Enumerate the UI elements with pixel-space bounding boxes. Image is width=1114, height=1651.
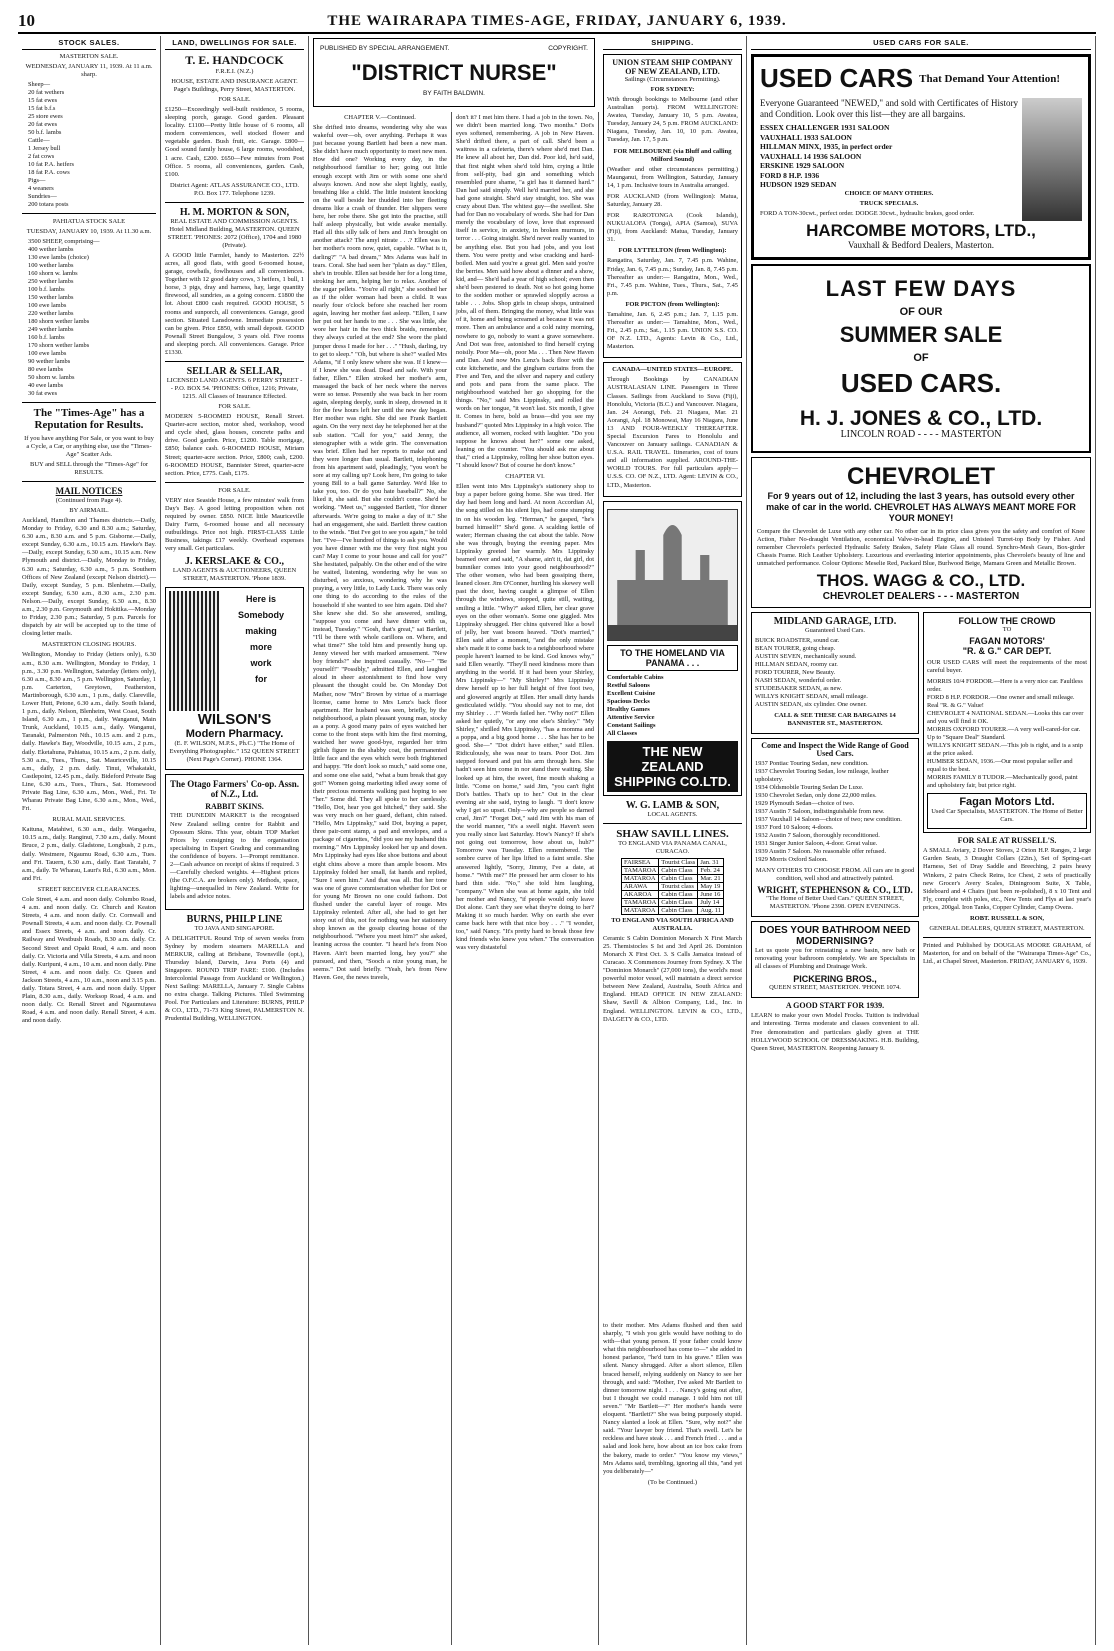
list-item: AUSTIN SEVEN, mechanically sound. bbox=[755, 653, 857, 661]
union-steam-ship-ad bbox=[603, 54, 742, 358]
serial-column-1 bbox=[309, 112, 452, 1645]
serial-column-2 bbox=[452, 112, 599, 1645]
usc-sub: Sailings (Circumstances Permitting). bbox=[624, 76, 721, 83]
fagan-line-2: TO bbox=[1002, 626, 1012, 634]
rabbit-skins-heading: RABBIT SKINS. bbox=[205, 802, 264, 812]
bath-title: DOES YOUR BATHROOM NEED MODERNISING? bbox=[759, 925, 911, 948]
list-item: 400 wether lambs bbox=[28, 246, 74, 253]
wright-stephenson-ad bbox=[751, 738, 919, 917]
table-cell: Cabin Class bbox=[659, 898, 698, 906]
sellar-sub: LICENSED LAND AGENTS. 6 PERRY STREET - - P.O. BOX 54. 'PHONES: Office, 1216; Private, 1215. All Classes of Insurance Effected. bbox=[166, 377, 303, 401]
list-item: 100 b.f. lambs bbox=[28, 286, 65, 293]
kerslake-name: J. KERSLAKE & CO., bbox=[185, 556, 284, 568]
table-cell: Cabin Class bbox=[659, 866, 698, 874]
sellar-name: SELLAR & SELLAR, bbox=[186, 366, 283, 378]
good-start-body: LEARN to make your own Model Frocks. Tuition is individual and interesting. Terms moderate and classes convenient to all. Free demonstration and particulars gladly given at THE HOLLYWOOD SCHOOL OF DRESSMAKING. H.B. Building, Queen Street, MASTERTON. Reopening January 9. bbox=[751, 1012, 919, 1052]
canada-heading: CANADA—UNITED STATES—EUROPE. bbox=[612, 366, 733, 374]
table-cell: TAMAROA bbox=[621, 898, 658, 906]
table-cell: Cabin Class bbox=[659, 890, 698, 898]
russell-sub: GENERAL DEALERS, QUEEN STREET, MASTERTON. bbox=[929, 925, 1085, 932]
list-item: WILLYS KNIGHT SEDAN, small mileage. bbox=[755, 693, 868, 701]
list-item: 100 ewe lambs bbox=[28, 350, 67, 357]
bath-body: Let us quote you for reinstating a new basin, new bath or renovating your bathroom completely. We are Specialists in all classes of Plumbing and Drainage Work. bbox=[755, 947, 915, 971]
table-cell: ARAWA bbox=[621, 882, 658, 890]
midland-title: MIDLAND GARAGE, LTD. bbox=[773, 616, 897, 628]
table-cell: Aug. 11 bbox=[698, 906, 724, 914]
table-row bbox=[621, 898, 723, 906]
fagan-motors-ad bbox=[923, 612, 1091, 833]
list-item: AUSTIN SEDAN, six cylinder. One owner. bbox=[755, 701, 867, 709]
wilson-headline bbox=[222, 591, 300, 711]
headline-line: for bbox=[255, 674, 267, 685]
handcock-listings: £1250—Exceedingly well-built residence, 5 rooms, sleeping porch, garage. Good garden. Pleasant locality. £1100—Pretty little house of 6 rooms, all modern conveniences, well stocked flower and vegetable garden. Bush fruit, etc. Garage. £800—Good sound family house, 6 large rooms, woodshed, 1 acre. Cash, £200. £650—Few minutes from Post Office. 5 rooms, all conveniences, garden. Cash, £100. bbox=[165, 106, 304, 178]
pahiatua-sale-date: TUESDAY, JANUARY 10, 1939. At 11.30 a.m. bbox=[26, 228, 152, 235]
table-row bbox=[621, 890, 723, 898]
fagan-sub: Used Car Specialists, MASTERTON. The Home of Better Cars. bbox=[931, 808, 1083, 824]
jones-line-2: OF OUR bbox=[899, 305, 943, 318]
list-item: Sundries— bbox=[28, 193, 57, 200]
list-item: 160 b.f. lambs bbox=[28, 334, 65, 341]
list-item: FORD 8 H.P. 1936 bbox=[760, 170, 820, 180]
list-item: 1931 Singer Junior Saloon, 4-door. Great value. bbox=[755, 840, 878, 848]
list-item: 200 totara posts bbox=[28, 201, 69, 208]
table-cell: Tourist Class bbox=[659, 858, 698, 866]
usc-title: UNION STEAM SHIP COMPANY OF NEW ZEALAND, LTD. bbox=[612, 58, 733, 76]
chapter-six-heading: CHAPTER VI. bbox=[505, 473, 545, 481]
list-item: 25 store ewes bbox=[28, 113, 63, 120]
table-cell: TAMAROA bbox=[621, 866, 658, 874]
shaw-africa-heading: TO ENGLAND VIA SOUTH AFRICA AND AUSTRALIA. bbox=[611, 916, 734, 932]
masterton-sale-title: MASTERTON SALE. bbox=[59, 53, 119, 60]
table-row bbox=[621, 874, 723, 882]
list-item: 18 fat P.A. cows bbox=[28, 169, 70, 176]
list-item: 1937 Ford 10 Saloon; 4-doors. bbox=[755, 824, 834, 832]
jones-name: H. J. JONES & CO., LTD. bbox=[799, 406, 1043, 430]
kerslake-for-sale: FOR SALE. bbox=[218, 486, 251, 494]
midland-sub: Guaranteed Used Cars. bbox=[804, 627, 866, 635]
list-item: 1930 Chevrolet Sedan, only done 22,000 miles. bbox=[755, 792, 877, 800]
feature-item: All Classes bbox=[607, 729, 638, 737]
hb-choice: CHOICE OF MANY OTHERS. bbox=[844, 189, 934, 197]
closing-hours-heading: MASTERTON CLOSING HOURS. bbox=[41, 641, 137, 649]
list-item: 170 shorn wether lambs bbox=[28, 342, 90, 349]
chapter-five-heading: CHAPTER V.—Continued. bbox=[344, 114, 416, 121]
list-item: 40 ewe lambs bbox=[28, 382, 64, 389]
handcock-name: T. E. HANDCOCK bbox=[185, 53, 284, 67]
jones-line-3: SUMMER SALE bbox=[839, 321, 1003, 347]
harcombe-ad bbox=[751, 54, 1091, 260]
list-item: HUDSON 1929 SEDAN bbox=[760, 180, 837, 189]
list-item: 160 shorn w. lambs bbox=[28, 270, 78, 277]
for-sydney-body: With through bookings to Melbourne (and other Australian ports). FROM WELLINGTON: Awatea, Tuesday, January 10, 5 p.m. Awatea, Tuesday, January 24, 5 p.m. FROM AUCKLAND: Niagara, Tuesday, Jan. 10, 10 p.m. Awatea, Tuesday, Jan. 17, 5 p.m. bbox=[607, 96, 738, 144]
rural-mail-body: Kaituna, Matahiwi, 6.30 a.m., daily. Wangaehu, 10.15 a.m., daily. Ranginui, 7.30 a.m., daily. Mount Bruce, 2 p.m., daily. Gladstone, Longbush, 2 p.m., daily. Westmere, Ngaumu Road, 6.30 a.m., Tues. and Fri. Tauern, 6.30 a.m., daily. East Taratahi, 7 a.m., daily. Te Wharau, Lauri's Rd., 6.30 a.m., Mon. and Fri. bbox=[22, 826, 156, 882]
hb-car-list bbox=[760, 123, 1018, 190]
wagg-name: THOS. WAGG & CO., LTD. bbox=[816, 571, 1026, 591]
land-dwellings-heading: LAND, DWELLINGS FOR SALE. bbox=[165, 38, 304, 50]
handcock-sub: F.R.E.I. (N.Z.) bbox=[215, 68, 254, 75]
list-item: Sheep— bbox=[28, 81, 51, 88]
list-item: 90 wether lambs bbox=[28, 358, 71, 365]
published-by-arrangement: PUBLISHED BY SPECIAL ARRANGEMENT. bbox=[320, 45, 450, 52]
midland-list bbox=[755, 637, 915, 709]
midland-garage-ad bbox=[751, 612, 919, 734]
lamb-agent: W. G. LAMB & SON, bbox=[625, 799, 720, 811]
list-item: MORRIS OXFORD TOURER.—A very well-cared-for car. Up to "Square Deal" Standard. bbox=[927, 726, 1081, 742]
jones-line-5: USED CARS. bbox=[840, 367, 1002, 398]
table-cell: FAIRSEA bbox=[621, 858, 658, 866]
good-start-heading: A GOOD START FOR 1939. bbox=[785, 1001, 885, 1011]
sellar-listings: MODERN 5-ROOMED HOUSE, Renall Street. Quarter-acre section, motor shed, workshop, wood and cycle shed, glass houses, concrete paths and drive. Good garden. Price, £1200. Table mortgage, £850; balance cash. 6-ROOMED HOUSE, Miriam Street; quarter-acre section. Price, £800; cash, £200. 6-ROOMED HOUSE, Bannister Street, quarter-acre section. Price, £775. Cash, £175. bbox=[165, 413, 304, 477]
table-cell: July 14 bbox=[698, 898, 724, 906]
table-row bbox=[621, 858, 723, 866]
serial-text-part-2: don't it? I met him there. I had a job in the town. No, we didn't been married long. Two months." Dot's eyes softened, remembering. A job in New Haven. She'd drifted there, a part of call. She'd been a waitress in a cafeteria, there's where she'd met Dan. He knew all about her, Dan did. Poor kid, he'd said, that first night when she'd told him, crying a little from self-pity, bad gin and something which resembled pure shame, "a girl has it damned hard." Dan had said simply. Well he'd married her, and she had gone straight. She'd stay straight, too. She was crazy about Dan. The whitest guy—the swellest. She had for Dan no vocabulary of words. She had for Dan merely the vocabulary of love, love that expressed itself in service, in anxiety, in broken murmurs, in terror . . . Going straight. She'd never really wanted to be anything else. But you had jobs, and you lost them. You were pretty and wise cracking and hard-boiled. Men said you're a great girl. Men said you're the berries. Men said how about a dinner and a show, kid, and— She'd had a year of high school; even then she'd been pestered to death. Not so hot going home to the sodden mother or sprawled sloppily across a table . . . Jobs. Shop girls in cheap shops, untrained jobs, all of them. Bringing the money, what little was of it, home and being screamed at because it was not more. Then an ambulance and a cold rainy morning, nowhere to go, nobody to want a grave somewhere. And Dot was free, astonished to find herself crying noisily. Poor Ma—oh, poor Ma . . . Then New Haven and Dan. And now Mrs Lenz's back floor with the cute kitchenette, and the gingham curtains from the Five and Ten, and the silver and napery and cutlery and pots and pans from the same place. The neighbourhood watched her go shopping for the things. "No," said Mrs Lippinsky, and rolled the words on her tongue, "it won't last. Six month, I give it. Comes in here, bold as brass—did you see my husband?" quoted Mrs Lippinsky in a high voice. The audience, all women, rocked with laughter. "Do you suppose he knows about her?" some one asked, leaning on the counter. "You should ask me about that," cried a Lippinsky, rolling her shoe button eyes. "I should know? But of course he don't know." bbox=[456, 114, 594, 470]
column-land-dwellings bbox=[161, 36, 309, 1645]
list-item: 3500 SHEEP, comprising— bbox=[28, 238, 100, 245]
kerslake-listings: VERY nice Seaside House, a few minutes' walk from Day's Bay. A good letting proposition when not required by owner. £850. NICE little Mauriceville Dairy Farm, 6-roomed house and all necessary outbuildings. Price not high. FIRST-CLASS Little Business, takings £17 weekly. Overhead expenses very small. Get particulars. bbox=[165, 496, 304, 553]
list-item: STUDEBAKER SEDAN, as new. bbox=[755, 685, 843, 693]
list-item: 220 wether lambs bbox=[28, 310, 74, 317]
list-item: 150 wether lambs bbox=[28, 294, 74, 301]
list-item: 80 ewe lambs bbox=[28, 366, 64, 373]
column-stock-sales bbox=[18, 36, 161, 1645]
list-item: 250 wether lambs bbox=[28, 278, 74, 285]
table-row bbox=[621, 866, 723, 874]
list-item: 30 fat ewes bbox=[28, 390, 58, 397]
table-cell: MATAROA bbox=[621, 906, 658, 914]
list-item: 130 ewe lambs (choice) bbox=[28, 254, 89, 261]
rural-mail-heading: RURAL MAIL SERVICES. bbox=[52, 816, 126, 824]
otago-body: THE DUNEDIN MARKET is the recognised New Zealand selling centre for Rabbit and Opossum Skins. This year, obtain TOP Market Prices by consigning to the organisation specialising in Expert Grading and commanding the confidence of buyers. 1—Prompt remittance. 2—Cash advance on receipt of skins if required. 3—Carefully checked weights. 4—Highest prices (the O.F.C.A. are brokers only). Methods, space, lighting—unequalled in New Zealand. Write for labels and advice notes. bbox=[170, 812, 299, 901]
list-item: 1929 Plymouth Sedan—choice of two. bbox=[755, 800, 855, 808]
for-picton-body: Tamahine, Jan. 6, 2.45 p.m.; Jan. 7, 1.15 p.m. Thereafter as under:— Tamahine, Mon., Wed., Fri., 2.45 p.m.; Sat., 1.15 p.m. UNION S.S. CO. OF N.Z. LTD., Agents: Levin & Co., Ltd., Masterton. bbox=[607, 310, 738, 351]
used-cars-heading: USED CARS FOR SALE. bbox=[751, 38, 1091, 50]
chevrolet-tagline: For 9 years out of 12, including the last 3 years, has outsold every other make of car in the world. CHEVROLET HAS ALWAYS MEANT MORE FOR YOUR MONEY! bbox=[766, 490, 1076, 523]
list-item: HILLMAN MINX, 1935, in perfect order bbox=[760, 142, 893, 151]
list-item: NASH SEDAN, wonderful order. bbox=[755, 677, 842, 685]
masthead bbox=[18, 10, 1096, 34]
jones-address: LINCOLN ROAD - - - - MASTERTON bbox=[840, 428, 1002, 440]
nz-features bbox=[607, 674, 738, 738]
for-melbourne-heading: FOR MELBOURNE (via Bluff and calling Milford Sound) bbox=[613, 147, 732, 163]
russell-heading: FOR SALE AT RUSSELL'S. bbox=[957, 836, 1057, 846]
photographer-illustration bbox=[169, 591, 219, 711]
fagan-line-1: FOLLOW THE CROWD bbox=[958, 616, 1056, 627]
list-item: 20 fat wethers bbox=[28, 89, 65, 96]
wagg-sub: CHEVROLET DEALERS - - - MASTERTON bbox=[822, 591, 1020, 603]
hb-truck-body: FORD A TON-30cwt., perfect order. DODGE 30cwt., hydraulic brakes, good order. bbox=[760, 209, 975, 217]
list-item: 1937 Vauxhall 14 Saloon—choice of two; new condition. bbox=[755, 816, 902, 824]
wright-many: MANY OTHERS TO CHOOSE FROM. All cars are in good condition, well shod and attractively painted. bbox=[755, 867, 915, 883]
fagan-intro: OUR USED CARS will meet the requirements of the most careful buyer. bbox=[927, 659, 1087, 675]
list-item: 100 wether lambs bbox=[28, 262, 74, 269]
list-item: 4 weaners bbox=[28, 185, 54, 192]
list-item: WILLYS KNIGHT SEDAN.—This job is right, and is a snip at the price asked. bbox=[927, 742, 1083, 758]
list-item: 1934 Oldsmobile Touring Sedan De Luxe. bbox=[755, 784, 864, 792]
headline-line: more bbox=[249, 642, 272, 653]
canada-body: Through Bookings by CANADIAN AUSTRALASIAN LINE. Passengers in Three Classes. Sailings from Auckland to Suva (Fiji), Honolulu, Victoria (B.C.) and Vancouver. Niagara, Jan. 24 Aorangi, Feb. 21 Niagara, Mar. 21 Aorangi, Apl. 18 Monowai, May 16 Niagara, June 13 AND FOUR-WEEKLY THEREAFTER. Special Excursion Fares to Honolulu and Vancouver on January sailings. CANADIAN & U.S.A. RAIL TRAVEL. Itineraries, cost of tours and all information supplied. AROUND-THE-WORLD TOURS. For full particulars apply— U.S.S. CO. OF N.Z., LTD. Agent: LEVIN & CO., LTD., Masterton. bbox=[607, 376, 738, 489]
table-cell: MATAROA bbox=[621, 874, 658, 882]
list-item: 180 shorn wether lambs bbox=[28, 318, 90, 325]
hb-dealer: Vauxhall & Bedford Dealers, Masterton. bbox=[848, 239, 994, 250]
morton-sub: REAL ESTATE AND COMMISSION AGENTS. Hotel Midland Building, MASTERTON. QUEEN STREET. 'PHONES: 2072 (Office), 1704 and 1980 (Private). bbox=[167, 217, 302, 249]
list-item: 1929 Morris Oxford Saloon. bbox=[755, 856, 828, 864]
serial-text-part-4: to their mother. Mrs Adams flushed and then said sharply, "I wish you girls would have nothing to do with—that young person. If your father could know what this neighbourhood has come to—" she added in honest parlance, "he'd turn in his grave." Ellen was silent. Nancy shrugged. After a short silence, Ellen braced herself, relying suddenly on Nancy to see her through, and said: "Mother, I've asked Mr Bartlett to dinner tomorrow night. I . . . Nancy's going out after, but I thought we could manage. I told him not till seven." "Mr Bartlett—?" Her mother's hands were eloquent. "Bartlett?" She was being purposely stupid. Nancy slanted a look at Ellen. "Sure, why not?" she said. "Your lawyer boy friend. That's swell. Let's be reckless and have steak . . . and French fried . . . and a salad and look here, how about an ice box cake from the bakery, made to order." "You know my views," Mrs Adams said, trembling, ignoring all this, "and yet you deliberately—" bbox=[603, 1322, 742, 1475]
for-sydney-heading: FOR SYDNEY: bbox=[650, 86, 695, 93]
feature-item: Constant Sailings bbox=[607, 721, 656, 729]
table-cell: Mar. 21 bbox=[698, 874, 724, 882]
handcock-for-sale: FOR SALE. bbox=[218, 96, 251, 103]
to-be-continued: (To be Continued.) bbox=[647, 1478, 698, 1486]
masterton-sale-date: WEDNESDAY, JANUARY 11, 1939. At 11 a.m. sharp. bbox=[25, 63, 153, 78]
hb-figure-illustration bbox=[1022, 98, 1082, 221]
list-item: 15 fat b.f.s bbox=[28, 105, 56, 112]
hb-body: Everyone Guaranteed "NEWED," and sold with Certificates of History and Condition. Look over this list—they are all bargains. bbox=[760, 98, 1018, 119]
headline-line: Here is bbox=[245, 594, 277, 605]
chevrolet-ad bbox=[751, 457, 1091, 608]
copyright-label: COPYRIGHT. bbox=[548, 45, 588, 52]
column-used-cars bbox=[747, 36, 1096, 1645]
list-item: 50 b.f. lambs bbox=[28, 129, 62, 136]
for-lyttelton-body: Rangatira, Saturday, Jan. 7, 7.45 p.m. Wahine, Friday, Jan. 6, 7.45 p.m.; Sunday, Jan. 8, 7.45 p.m. Thereafter as under:— Rangatira, Mon., Wed., Fri., 7.45 p.m. Wahine, Tues., Thurs., Sat., 7.45 p.m. bbox=[607, 257, 738, 297]
page-number: 10 bbox=[18, 11, 35, 30]
for-auckland: FOR AUCKLAND (from Wellington): Matua, Saturday, January 28. bbox=[607, 192, 738, 208]
list-item: FORD 8 H.P. FORDOR.—One owner and small mileage. Real "R. & G." Value! bbox=[927, 694, 1075, 710]
list-item: 50 shorn w. lambs bbox=[28, 374, 75, 381]
shaw-savill-schedule bbox=[621, 858, 724, 915]
fagan-line-4: "R. & G." CAR DEPT. bbox=[962, 646, 1052, 657]
times-age-promo-title: The "Times-Age" has a Reputation for Results. bbox=[33, 407, 145, 431]
list-item: HILLMAN SEDAN, roomy car. bbox=[755, 661, 838, 669]
feature-item: Comfortable Cabins bbox=[607, 673, 664, 681]
list-item: 1937 Chevrolet Touring Sedan, low mileage, leather upholstery. bbox=[755, 768, 889, 784]
jones-line-4: OF bbox=[913, 351, 929, 364]
canadian-line-ad bbox=[603, 362, 742, 496]
serial-header bbox=[313, 38, 595, 107]
table-cell: June 16 bbox=[698, 890, 724, 898]
wright-sub: "The Home of Better Used Cars." QUEEN STREET, MASTERTON. 'Phone 2398. OPEN EVENINGS. bbox=[766, 895, 904, 911]
headline-line: work bbox=[250, 658, 272, 669]
list-item: FORD TOURER, New Beauty. bbox=[755, 669, 836, 677]
pickering-bathroom-ad bbox=[751, 921, 919, 998]
burns-philp-title: BURNS, PHILP LINE bbox=[186, 913, 283, 925]
list-item: ERSKINE 1929 SALOON bbox=[760, 161, 845, 170]
chevrolet-body: Compare the Chevrolet de Luxe with any other car. No other car in its price class gives you the safety and comfort of Knee Action, Fisher No-draught Ventilation, economical Valve-in-head Engine, and Unisteel Turret-top Body by Fisher. And remember Chevrolet's perfected Hydraulic Safety Brakes, Safety Plate Glass all round. Synchro-Mesh Gears, Box-girder Chassis Frame. Rich Leather Upholstery. Luxurious and everlasting interior appointments, plus Chevrolet's beauty of line and unmatched performance. Colour Options: Meselie Red, Packard Blue, Burlwood Beige, Mamara Green and Metallic Brown. bbox=[757, 527, 1085, 567]
jones-line-1: LAST FEW DAYS bbox=[825, 275, 1017, 301]
list-item: 1937 Austin 7 Saloon, indistinguishable from new. bbox=[755, 808, 885, 816]
serial-column-3 bbox=[599, 1320, 747, 1645]
list-item: 10 fat P.A. heifers bbox=[28, 161, 74, 168]
shaw-savill-sub: TO ENGLAND VIA PANAMA CANAL, CURACAO. bbox=[618, 839, 727, 855]
shaw-savill-body: Ceramic S Cabin Dominion Monarch X First March 25. Themistocles S Ist and 3rd April 26. Dominion Monarch X First Oct. 3. S Calls Jamaica instead of Curacao. X Commences Journey from Sydney. X The "Dominion Monarch" (27,000 tons), the world's most powerful motor vessel, will maintain a direct service between New Zealand, Australia, South Africa and England. HEAD OFFICE IN NEW ZEALAND: Shaw, Savill & Albion Company, Ltd., Inc. in England. WELLINGTON. LEVIN & CO., LTD., DALGETY & CO., LTD. bbox=[603, 934, 742, 1023]
wilson-title: Modern Pharmacy. bbox=[185, 728, 284, 741]
list-item: Pigs— bbox=[28, 177, 46, 184]
fagan-list bbox=[927, 678, 1087, 790]
feature-item: Restful Saloons bbox=[607, 681, 650, 689]
for-rarotonga: FOR RAROTONGA (Cook Islands), NUKUALOFA (Tonga), APIA (Samoa), SUVA (Fiji), from Auckland: Matua, Tuesday, January 31. bbox=[607, 212, 738, 244]
mail-notices-heading: MAIL NOTICES bbox=[55, 486, 123, 496]
jones-ad bbox=[751, 264, 1091, 453]
nz-shipping-ad bbox=[603, 501, 742, 796]
morton-listings: A GOOD little Farmlet, handy to Masterton. 22½ acres, all good flats, with good 6-roomed house, garage, cowbails, fowlhouses and all conveniences. Together with 12 good dairy cows, 3 heifers, 1 bull, 1 horse, 3 pigs, dray and harness, hay, large quantity firewood, all sundries, as a going concern. £1800 the lot. About £800 cash required. GOOD HOUSE, 5 rooms and sunporch, all conveniences. Garage, good section. Situated Lansdowne. Immediate possession can be given. Price £850, with small deposit. GOOD Pownall Street Bungalow, 3 years old. Five rooms and sleeping porch. All conveniences. Garage. Price £1330. bbox=[165, 251, 304, 356]
russell-body: A SMALL Aviary, 2 Dover Stoves, 2 Orion H.P. Ranges, 2 large Garden Seats, 3 Draught Collars (22in.), Set of Spring-cart Harness, Set of Dray Saddle and Breeching, 2 pairs heavy Winkers, 2 pairs Check Reins, Ice Chest, 2 sets of practically new Grocer's Avery Scales, Diningroom Suite, X Table, Sideboard and 4 Chairs (just been re-polished), 8 x 10 Tent and Fly, complete with poles, etc., New Tents and Flys at last year's prices, 200gal. Iron Tanks, Copper Cylinder, Camp Ovens. bbox=[923, 847, 1091, 911]
headline-line: Somebody bbox=[237, 610, 284, 621]
list-item: HUMBER SEDAN, 1936.—Our most popular seller and equal to the best. bbox=[927, 758, 1073, 774]
hb-name: HARCOMBE MOTORS, LTD., bbox=[806, 220, 1036, 240]
ship-illustration bbox=[607, 509, 738, 641]
table-cell: May 19 bbox=[698, 882, 724, 890]
serial-text-part-3: Ellen went into Mrs Lippinsky's stationery shop to buy a paper before going home. She was tired. Her day had been long and hard. At noon Accordian Al, the song stilled on his silent lips, had come stumping in on his wooden leg. "Herman," he gasped, "he's burned himself!" She'd gone. A scalding kettle of water; Herman chasing the cat about the table. Now she was through, buying the evening paper. Mrs Lippinsky greeted her warmly. Mrs Lippinsky beamed over and said, "A shame, ain't it, dat girl, dot bumniker comes into your good neighbourhood?" The other women, who had been gossiping there, leaned closer. Jim O'Conner, hurtling his skewey well past the door, having caught a glimpse of Ellen through the windows, stopped, quite still, waiting, smiling a little. "Why?" asked Ellen, her clear grave eyes on the other woman's. Some one giggled. Mrs Lippinsky shrugged. Her chins quivered like a bowl of jelly, her vast bosom heaved. "Dot's married," Ellen said after a moment, "and the only mistake she's made it to come back to a neighbourhood where people haven't learned to be kind. God knows why," said Ellen wearily. "They'll need kindness more than anything in the world. If it had been your Shirley, Mrs Lippinsky—" "My Shirley!" Mrs Lippinsky drew herself up to her full height of five foot two, and glowered angrily at Ellen. Her small dirty hands gesticulated wildly. "You should say not to me, dot my Shirley . . .!" Words failed her. "Why not?" Ellen asked her quietly, "or any one else's Shirley." "My Shirley," shrilled Mrs Lippinsky, "has a momma and a poppa, and a big good home . . . She has her to be good. She—" "Dot didn't have either," said Ellen. Ridiculously, she was near to tears. Poor Dot. Jim stepped forward and put his arm through hers. She hadn't seen him come in nor stand there waiting. She looked up at him, the sweet, fine mouth shaking a little. "Come on home," said Jim, "you can't fight Dot's battles. That's up to her." Out in the clear evening air she said, trying to laugh. "I don't know why I get so upset. Only—why are people so darned cruel, Jim?" "Forget Dot," said Jim with his man of the world manner, "it's a swell night. Haven't seen you really since last Saturday. How's Nancy? If she's not going out tomorrow, how about us, huh?" Tomorrow was Tuesday. Ellen remembered. The sombre curve of her lips lifted to a faint smile. She answered lightly, "Sorry, Jimmy, I've a date, at home." "With me?" He pressed her arm closer to his hard thin side. "No," she told him laughing, "company." When she was at home again, she told her mother and Nancy, "if people would only leave Dot alone. Can't they see what they're doing to her? Making it so much harder. Why on earth she ever came back here with that nice boy . . ." "I wonder, too," said Nancy. "It's pretty hard to break those few kind friends who knew you when." The conversation was very distasteful bbox=[456, 483, 594, 952]
wright-heading: Come and Inspect the Wide Range of Good Used Cars. bbox=[761, 741, 909, 759]
list-item: BUICK ROADSTER, sound car. bbox=[755, 637, 840, 645]
handcock-agent: District Agent: ATLAS ASSURANCE CO., LTD. P.O. Box 177. Telephone 1239. bbox=[169, 181, 300, 197]
table-row bbox=[621, 882, 723, 890]
table-cell: Tourist class bbox=[659, 882, 698, 890]
list-item: MORRIS 10/4 FORDOR.—Here is a very nice car. Faultless order. bbox=[927, 678, 1083, 694]
burns-philp-body: A DELIGHTFUL Round Trip of seven weeks from Sydney by modern steamers MARELLA and MERKUR, calling at Brisbane, Townsville (opt.), Thursday Island, Darwin, Java Ports (4) and Singapore. ROUND TRIP FARE: £100. (Includes Intercolonial Passage from Auckland or Wellington.) Next Sailing: MARELLA, January 7. Single Cabins no extra charge. Talking Pictures. Tiled Swimming Pool. For Particulars and Literature: BURNS, PHILP & CO., LTD., 71-73 King Street, PALMERSTON N. Prudential Building, WELLINGTON. bbox=[165, 934, 304, 1023]
wilson-pharmacy-ad bbox=[165, 587, 304, 770]
airmail-body: Auckland, Hamilton and Thames districts.—Daily, Monday to Friday, 6.30 and 8.30 a.m.; Saturday, 6.30 a.m., 8.30 a.m. and 5 p.m. Gisborne.—Daily, except Sunday, 6.30 a.m., 10.15 a.m. Hawke's Bay.—Daily, except Sunday, 6.30 a.m., 10.15 a.m. New Plymouth and district.—Daily, Monday to Friday, 6.30 a.m.; Saturday, 6.30 a.m., 5 p.m. Southern Offices of New Zealand (except Nelson district).—Daily, except Sunday, 5 p.m. Blenheim.—Daily, except Sunday, 6.30 a.m., 8.30 a.m., 2.30 p.m. Nelson.—Daily, except Sunday, 6.30 a.m., 8.30 a.m., 2.30 p.m. Greymouth and Hokitika.—Monday to Friday, 2.30 p.m.; Saturday, 5 p.m. Parcels for dispatch by air will be accepted up to the time of closing letter mails. bbox=[22, 517, 156, 638]
table-cell: AKAROA bbox=[621, 890, 658, 898]
midland-call: CALL & SEE THESE CAR BARGAINS 14 BANNISTER ST., MASTERTON. bbox=[774, 712, 896, 728]
homeland-title: TO THE HOMELAND VIA PANAMA . . . bbox=[607, 645, 738, 671]
list-item: 1939 Austin 7 Saloon. No reasonable offer refused. bbox=[755, 848, 887, 856]
for-lyttelton-heading: FOR LYTTELTON (from Wellington): bbox=[618, 247, 727, 255]
list-item: Cattle— bbox=[28, 137, 50, 144]
feature-item: Excellent Cuisine bbox=[607, 689, 656, 697]
otago-title: The Otago Farmers' Co-op. Assn. of N.Z., Ltd. bbox=[170, 779, 299, 800]
wright-list bbox=[755, 760, 915, 864]
hb-used-cars: USED CARS bbox=[760, 63, 914, 93]
table-row bbox=[621, 906, 723, 914]
nz-shipping-banner: THE NEW ZEALAND SHIPPING CO.LTD. bbox=[607, 741, 738, 792]
closing-hours-body: Wellington, Monday to Friday (letters only), 6.30 a.m., 8.30 a.m. Wellington, Monday to Friday, 1 p.m., 3.30 p.m. Wellington, Saturday (letters only), 6.30 a.m., 8.30 a.m., 5 p.m. Wellington, Saturday, 1 p.m. Carterton, Greytown, Featherston, Martinborough, 6.30 a.m., 1 p.m., daily. Clareville, Lower Hutt, Petone, 6.30 a.m., daily. South Island, 1 p.m., daily. Nelson, Blenheim, West Coast, South Island, 6.30 a.m., 1 p.m., daily. Wanganui, Main Trunk, Auckland, 10.15 a.m., daily. Wanganui, Taranaki, Palmerston Nth., 10.15 a.m. and 2 p.m., daily. Hawke's Bay, Woodville, 10.15 a.m., 2 p.m., daily. Eketahuna, Pahiatua, 10.15 a.m., 2 p.m. daily, 5.30 a.m., Tues., Thurs., Sat. Mauriceville, 10.15 a.m., daily, 2 p.m. daily. Tinui, Whakataki, Castlepoint, 12.45 p.m., daily. Bideford Private Bag Line, 6.30 a.m., Tues., Thurs., Sat. Homewood Private Bag Line, 6.30 a.m., Mon., Wed., Fri. Te Wharau Private Bag Line, 6.30 a.m., Mon., Wed., Fri. bbox=[22, 651, 156, 813]
wilson-name: WILSON'S bbox=[197, 711, 272, 729]
serial-text-part-1: She drifted into dreams, wondering why she was wakeful over—oh, over anything. Perhaps it was just because young Bartlett had been a new man. She didn't have much opportunity to meet new men. How did one? Working every day, in the neighbourhood familiar to her; going out little enough except with Jim or with some one she'd always known. And now she slept lightly, easily, breathing like a child. The little insistent knocking on the wall beside her thudded into her fleeting dreams like a crash of thunder. Her slippers were here, her robe there. She got into the practise, still half asleep physically, but wide awake mentally. Had all this silly talk of hers and Jim's brought on another attack? The amyl nitrate . . .? Ellen was in her mother's room now, quiet, capable. "What is it, darling?" "A bad dream," Mrs Adams was half in tears. Coral. She had seen her "plain as day." Ellen, she's in trouble. Ellen sat beside her for a long time, stroking her arm, helping her to relax. Another of the sugar pellets. "You're all right," she soothed her as if the older woman had been a child. It was nearly four o'clock before she reached her room again, leaving her mother fast asleep. "Ellen, I saw her put out her hands to me . . . She was little, she wore her hair in the two thick braids, remember, they always curled at the end? She wore the plaid jumper dress I made for her . . ." "Hush, darling, try to get to sleep." "Oh, but where is she?" wailed Mrs Adams, "if I only knew where she was. If I knew—if I knew she was dead. Dead and safe. With your father, Ellen." Ellen stroked her mother's arm, massaged the back of her neck where the nerves were so tense. Presently she was back in her room again, sleeping deeply, sunk in sleep, drowned in it for the few hours left her until the new day began. Her mother was right. She did see Frank Bartlett again. On the very next day he telephoned her at the sub station. "Call for you," said Jenny, the stenographer with a wide grin. The conversation was brief. Ellen had her reports to make out and they were longer than usual. Bartlett, telephoning from his apartment said, pleadingly, "you won't be sore at my calling up? Look here, I'm going to take young Bill to a ball game Saturday. We'd like to take you, too. Or do you hate baseball?" No, she liked it, she said. But she couldn't come. She'd be working. "Meet us," suggested Bartlett, "for dinner afterwards. We're going to make a day of it." She had an engagement, she said. Bartlett threw caution to the winds. "But I've got to see you again," he told her. "I've—I've hundred of things to ask you. Would you have dinner with me the very first night you can? May I come to your house and call for you?" She hesitated, palpably. On the other end of the wire he waited, listening, wondering why he was so disturbed, so anxious, wondering why he was praying, a very little, to Lady Luck. There was only one thing to do according to the rules of the household if she wanted to see him again. Did she? She knew she did. So she answered, smiling, "suppose you come and have dinner with us, instead, Tuesday." "Gosh, that's great," sai Bartlett, "I'll be there with whole carillons on. Where, and what time?" She told him and presently hung up. Jenny viewed her with marked amusement. "New boy friends?" she inquired casually. "No—" "Be yourself!" "Possibly," admitted Ellen, and laughed aloud in sheer astonishment to find how very pleasant the thought could be. On Monday Dot Mather, now "Mrs" Brown by virtue of a marriage license, came home to Mrs Lenz's back floor apartment. Her husband was seen, briefly, by the neighbourhood, a plain pleasant young man, stocky as a pony. A good many pairs of eyes watched her come to the front steps with him the first morning, watched her wave good-bye, regarded her trim girlish figure in the shabby coat, the permanented little face and the eyes which were both frightened and happy. "He don't look so much," said some one, and some one else said, "what a bum break that guy got!" Women going marketing idled away some of their precious moments walking past hoping to see "her." Some did. They all spoke to her carelessly. "Hello, Dot, hear you got hitched," they said. She was very much on her guard, defiant, chin raised. "Hello, Mrs Lippinsky," said Dot, buying a paper, three pair-cent stamp, a pad and envelopes, and a package of cigarettes, "did you see my husband this morning." Mrs Lippinsky looked her up and down. Mrs Lippinsky had eyes like shoe buttons and about eight chins above a more than ample bosom. Mrs Lippinsky folded her small, fat hands and replied, "Sure I seen him." And that was all. But her tone was one of grave commiseration whether for Dot or for young Mr Brown no one could fathom. Dot flushed under the careful layer of rouge. Mrs Lippinsky relented. After all, she had to get her story out of this, not for nothing was her stationery shop known as the gossip clearing house of the neighbourhood. "Where you meet him?" she asked, leaning across the counter. "I heard he's from Noo Haven. Ain't been married long, hey you?" she pursued, and then, "Sooch a nize young man, he seems." Dot said briefly. "Yeah, he's from New Haven. Gee, the news travels, bbox=[313, 124, 447, 981]
lamb-agent-sub: LOCAL AGENTS. bbox=[647, 810, 698, 818]
bath-sub: QUEEN STREET, MASTERTON. 'PHONE 1074. bbox=[769, 984, 901, 992]
imprint: Printed and Published by DOUGLAS MOORE GRAHAM, of Masterton, for and on behalf of the "Wairarapa Times-Age" Co., Ltd., at Chapel Street, Masterton. FRIDAY, JANUARY 6, 1939. bbox=[923, 942, 1091, 966]
wright-name: WRIGHT, STEPHENSON & CO., LTD. bbox=[757, 885, 913, 896]
pahiatua-sale-list bbox=[28, 238, 156, 398]
airmail-heading: BY AIRMAIL. bbox=[69, 507, 109, 514]
list-item: MORRIS FAMILY 8 TUDOR.—Mechanically good, paint and upholstery fair, but price right. bbox=[927, 774, 1078, 790]
masterton-sale-list bbox=[28, 81, 156, 209]
times-age-promo-body: If you have anything For Sale, or you want to buy a Cycle, a Car, or anything else, use the "Times-Age" Scatter Ads. bbox=[24, 435, 154, 458]
sellar-for-sale: FOR SALE. bbox=[218, 403, 251, 411]
bath-name: PICKERING BROS., bbox=[793, 974, 877, 985]
for-picton-heading: FOR PICTON (from Wellington): bbox=[625, 300, 720, 308]
table-cell: Cabin Class bbox=[659, 906, 698, 914]
list-item: 20 fat ewes bbox=[28, 121, 58, 128]
list-item: CHEVROLET 4 NATIONAL SEDAN.—Looks this car over and you will find it OK. bbox=[927, 710, 1084, 726]
burns-philp-sub: TO JAVA AND SINGAPORE. bbox=[194, 924, 275, 932]
table-cell: Cabin Class bbox=[659, 874, 698, 882]
list-item: 1932 Austin 7 Saloon, thoroughly reconditioned. bbox=[755, 832, 880, 840]
wilson-sub: (E. F. WILSON, M.P.S., Ph.C.) "The Home of Everything Photographic." 152 QUEEN STREET (Next Page's Corner). PHONE 1364. bbox=[169, 740, 300, 764]
shaw-savill-title: SHAW SAVILL LINES. bbox=[616, 827, 729, 840]
list-item: 1937 Pontiac Touring Sedan, new condition. bbox=[755, 760, 869, 768]
hb-truck-heading: TRUCK SPECIALS. bbox=[859, 199, 919, 207]
serial-title: "DISTRICT NURSE" bbox=[351, 60, 557, 85]
hb-demand: That Demand Your Attention! bbox=[919, 72, 1061, 85]
feature-item: Spacious Decks bbox=[607, 697, 650, 705]
feature-item: Healthy Games bbox=[607, 705, 650, 713]
pahiatua-sale-title: PAHIATUA STOCK SALE bbox=[52, 218, 126, 225]
street-receiver-heading: STREET RECEIVER CLEARANCES. bbox=[37, 885, 141, 893]
fagan-line-3: FAGAN MOTORS' bbox=[969, 636, 1045, 647]
table-cell: Feb. 24 bbox=[698, 866, 724, 874]
feature-item: Attentive Service bbox=[607, 713, 655, 721]
times-age-promo-tail: BUY and SELL through the "Times-Age" for RESULTS. bbox=[30, 461, 148, 476]
fagan-name: Fagan Motors Ltd. bbox=[959, 796, 1055, 809]
handcock-address: HOUSE, ESTATE AND INSURANCE AGENT. Page's Buildings, Perry Street, MASTERTON. bbox=[171, 78, 298, 93]
chevrolet-name: CHEVROLET bbox=[846, 462, 995, 490]
list-item: 100 ewe lambs bbox=[28, 302, 67, 309]
shipping-heading: SHIPPING. bbox=[603, 38, 742, 50]
list-item: VAUXHALL 14 1936 SALOON bbox=[760, 151, 862, 161]
russell-name: ROBT. RUSSELL & SON, bbox=[969, 915, 1045, 922]
serial-author: BY FAITH BALDWIN. bbox=[422, 90, 485, 97]
list-item: VAUXHALL 1933 SALOON bbox=[760, 132, 852, 142]
otago-farmers-ad bbox=[165, 774, 304, 909]
list-item: 1 Jersey bull bbox=[28, 145, 61, 152]
list-item: 249 wether lambs bbox=[28, 326, 74, 333]
table-cell: Jan. 31 bbox=[698, 858, 724, 866]
kerslake-sub: LAND AGENTS & AUCTIONEERS, QUEEN STREET, MASTERTON. 'Phone 1839. bbox=[172, 567, 297, 583]
newspaper-title: THE WAIRARAPA TIMES-AGE, FRIDAY, JANUARY 6, 1939. bbox=[327, 12, 787, 29]
list-item: ESSEX CHALLENGER 1931 SALOON bbox=[760, 123, 890, 132]
list-item: 2 fat cows bbox=[28, 153, 55, 160]
for-melbourne-body: (Weather and other circumstances permitting.) Maunganui, from Wellington, Saturday, January 14, 1 p.m. Inclusive tours in Australia arranged. bbox=[607, 165, 738, 189]
list-item: BEAN TOURER, going cheap. bbox=[755, 645, 836, 653]
mail-notices-continued: (Continued from Page 4). bbox=[55, 497, 123, 504]
headline-line: making bbox=[245, 626, 277, 637]
morton-name: H. M. MORTON & SON, bbox=[179, 206, 290, 218]
street-receiver-body: Cole Street, 4 a.m. and noon daily. Columbo Road, 4 a.m. and noon daily. Cr. Church and Keaton Streets, 4 a.m. and noon daily. Cr. Cornwall and Pownall Streets, 4 a.m. and noon daily. Cr. Pownall and Essex Streets, 4 a.m. and noon daily. Cr. Railway and Westbush Roads, 8.30 a.m. daily. Cr. Second Street and Opaki Road, 4 a.m. and noon daily. Cr. Victoria and Villa Streets, 4 a.m. and noon daily. Kuripuni, 4 a.m., 10 a.m. and noon daily. Pine Street, 4 a.m. and noon daily. Cr. Queen and Jackson Streets, 4 a.m., 10 a.m., noon and 3.15 p.m. daily. Totara Street, 4 a.m. and noon daily. Upper Plain, 8.30 a.m., daily. Worksop Road, 4 a.m. and noon daily. Cr. Renall Street and Ngaumutawa Road, 4 a.m. and noon daily. Renall Street, 4 a.m. and noon daily. bbox=[22, 895, 156, 1025]
stock-sales-heading: STOCK SALES. bbox=[22, 38, 156, 50]
list-item: 15 fat ewes bbox=[28, 97, 58, 104]
